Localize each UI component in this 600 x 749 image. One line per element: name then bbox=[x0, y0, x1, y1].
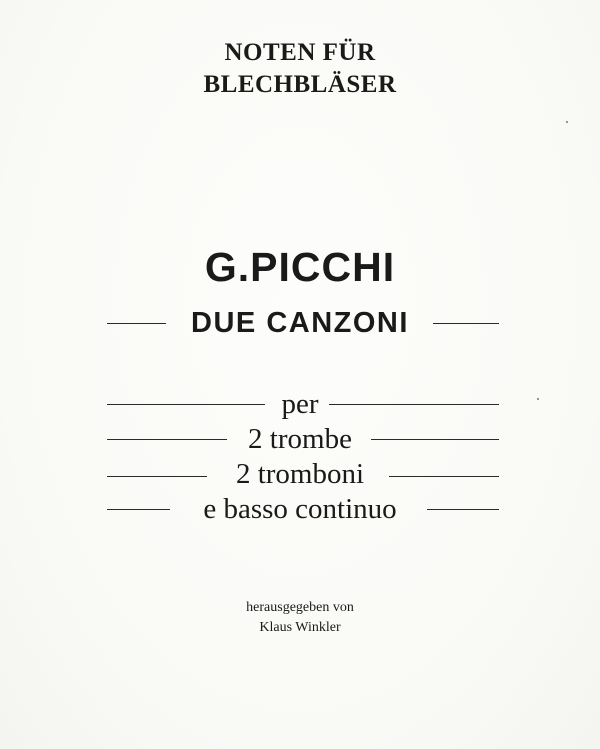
instrumentation-continuo: e basso continuo bbox=[203, 493, 397, 525]
work-title: DUE CANZONI bbox=[191, 307, 409, 339]
instrumentation-row-continuo bbox=[0, 495, 600, 531]
rule-right bbox=[427, 509, 499, 510]
work-title-row bbox=[0, 306, 600, 342]
rule-right bbox=[329, 404, 499, 405]
series-title-line-1: NOTEN FÜR bbox=[224, 39, 376, 66]
rule-right bbox=[433, 323, 499, 324]
instrumentation-trombe: 2 trombe bbox=[248, 423, 352, 455]
paper-speck bbox=[537, 398, 539, 400]
instrumentation-row-trombe bbox=[0, 425, 600, 461]
instrumentation-row-tromboni bbox=[0, 460, 600, 496]
series-title-line-2: BLECHBLÄSER bbox=[203, 71, 397, 98]
rule-right bbox=[371, 439, 499, 440]
editor-name: Klaus Winkler bbox=[259, 620, 341, 635]
instrumentation-tromboni: 2 tromboni bbox=[235, 458, 365, 490]
editor-label: herausgegeben von bbox=[246, 600, 354, 615]
instrumentation-row-per bbox=[0, 390, 600, 426]
rule-right bbox=[389, 476, 499, 477]
composer-name: G.PICCHI bbox=[204, 244, 396, 290]
paper-speck bbox=[566, 121, 568, 123]
instrumentation-per: per bbox=[281, 388, 319, 420]
